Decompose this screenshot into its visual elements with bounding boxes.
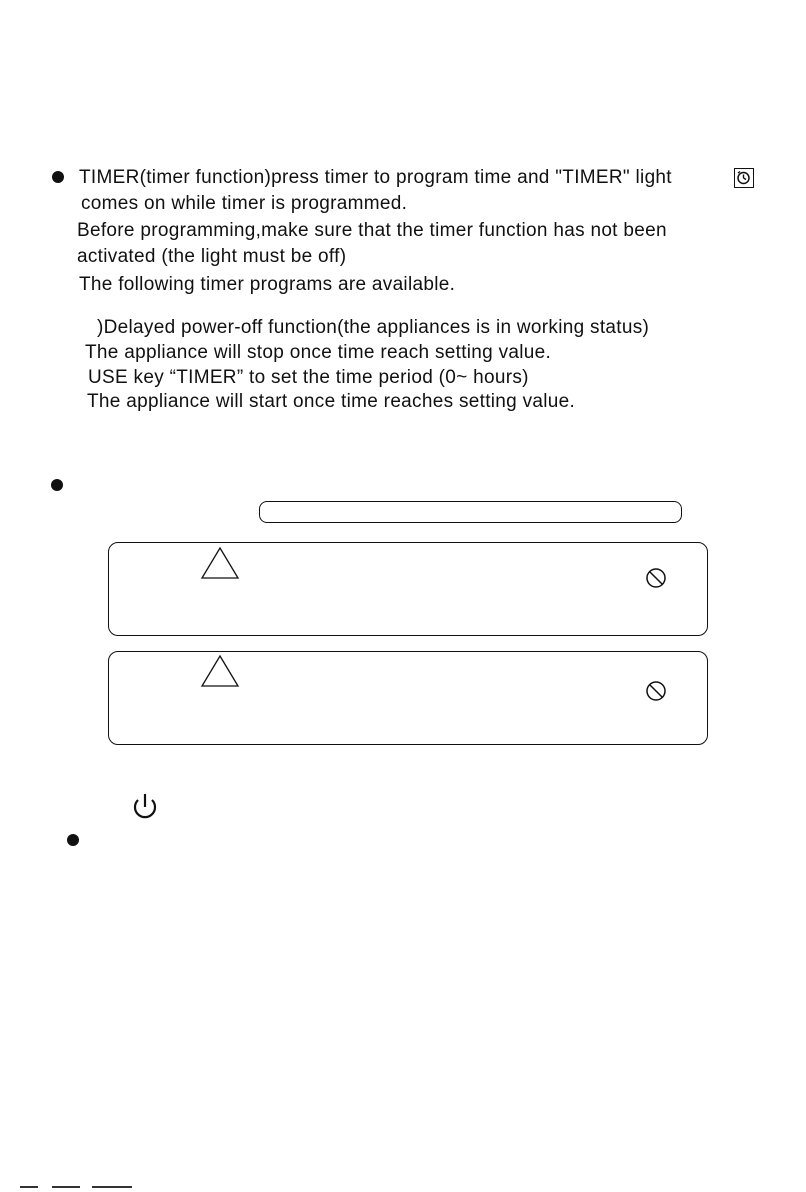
warning-panel-2 <box>108 651 708 745</box>
program-line-3: USE key “TIMER” to set the time period (0~ hours) <box>88 367 529 388</box>
timer-line-1: TIMER(timer function)press timer to program time and "TIMER" light <box>79 167 672 188</box>
bullet-section-2 <box>51 479 63 491</box>
program-line-2: The appliance will stop once time reach setting value. <box>85 342 552 363</box>
timer-line-2: comes on while timer is programmed. <box>81 193 408 214</box>
timer-line-3: Before programming,make sure that the timer function has not been <box>77 220 667 241</box>
footer-mark <box>52 1186 80 1188</box>
warning-panel-1 <box>108 542 708 636</box>
footer-mark <box>20 1186 38 1188</box>
timer-line-5: The following timer programs are available. <box>79 274 456 295</box>
program-line-4: The appliance will start once time reaches setting value. <box>87 391 576 412</box>
section-header-box <box>259 501 682 523</box>
timer-clock-icon <box>734 168 754 188</box>
program-line-1: )Delayed power-off function(the appliances is in working status) <box>97 317 650 338</box>
footer-mark <box>92 1186 132 1188</box>
prohibition-icon <box>645 567 667 589</box>
timer-line-4: activated (the light must be off) <box>77 246 347 267</box>
warning-triangle-icon <box>200 546 240 580</box>
power-icon <box>131 792 159 822</box>
bullet-timer <box>52 171 64 183</box>
warning-triangle-icon <box>200 654 240 688</box>
bullet-section-3 <box>67 834 79 846</box>
prohibition-icon <box>645 680 667 702</box>
